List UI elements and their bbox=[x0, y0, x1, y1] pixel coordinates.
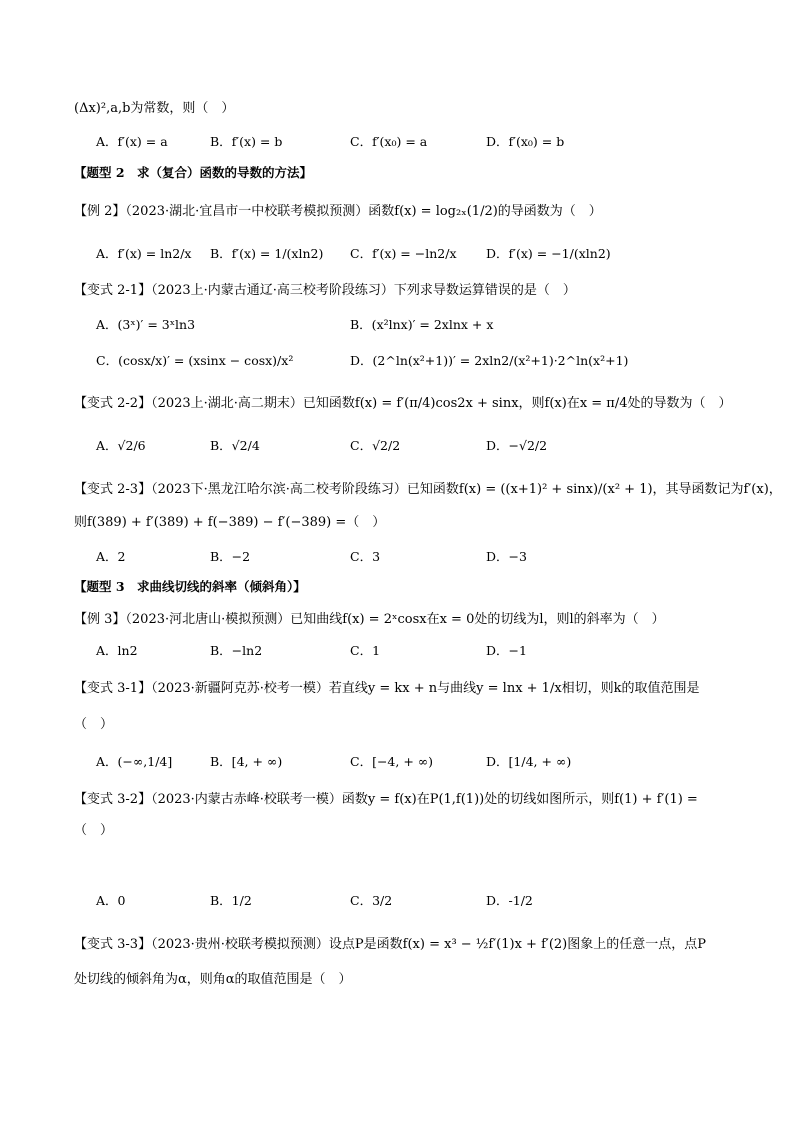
option-b: B．f′(x) = 1/(xln2) bbox=[210, 246, 324, 261]
option-b: B．1/2 bbox=[210, 893, 252, 908]
question-variant-3-2: 【变式 3-2】（2023·内蒙古赤峰·校联考一模）函数y = f(x)在P(1,f(1))处的切线如图所示，则f(1) + f′(1) = bbox=[74, 792, 698, 807]
option-c: C．1 bbox=[350, 643, 381, 658]
question-continuation: 则f(389) + f′(389) + f(−389) − f′(−389) =（ ） bbox=[74, 515, 386, 530]
option-c: C．√2/2 bbox=[350, 438, 401, 453]
option-b: B．−2 bbox=[210, 549, 251, 564]
option-d: D．(2^ln(x²+1))′ = 2xln2/(x²+1)·2^ln(x²+1) bbox=[350, 353, 629, 368]
option-a: A．f′(x) = ln2/x bbox=[96, 246, 192, 261]
question-example-2: 【例 2】（2023·湖北·宜昌市一中校联考模拟预测）函数f(x) = log₂ₓ(1/2)的导函数为（ ） bbox=[74, 204, 602, 219]
option-b: B．−ln2 bbox=[210, 643, 263, 658]
option-d: D．f′(x₀) = b bbox=[486, 134, 565, 149]
question-variant-2-1: 【变式 2-1】（2023上·内蒙古通辽·高三校考阶段练习）下列求导数运算错误的是（ ） bbox=[74, 283, 576, 298]
option-c: C．[−4, + ∞) bbox=[350, 754, 434, 769]
option-c: C．f′(x) = −ln2/x bbox=[350, 246, 457, 261]
question-continuation: （ ） bbox=[74, 717, 114, 732]
question-continuation: 处切线的倾斜角为α，则角α的取值范围是（ ） bbox=[74, 972, 352, 987]
question-example-3: 【例 3】（2023·河北唐山·模拟预测）已知曲线f(x) = 2ˣcosx在x = 0处的切线为l，则l的斜率为（ ） bbox=[74, 612, 665, 627]
option-a: A．2 bbox=[96, 549, 126, 564]
section-header: 【题型 3 求曲线切线的斜率（倾斜角）】 bbox=[74, 579, 306, 594]
option-a: A．ln2 bbox=[96, 643, 138, 658]
question-variant-2-2: 【变式 2-2】（2023上·湖北·高二期末）已知函数f(x) = f′(π/4)cos2x + sinx，则f(x)在x = π/4处的导数为（ ） bbox=[74, 396, 732, 411]
section-header: 【题型 2 求（复合）函数的导数的方法】 bbox=[74, 165, 313, 180]
question-variant-3-1: 【变式 3-1】（2023·新疆阿克苏·校考一模）若直线y = kx + n与曲线y = lnx + 1/x相切，则k的取值范围是 bbox=[74, 681, 700, 696]
option-b: B．(x²lnx)′ = 2xlnx + x bbox=[350, 317, 494, 332]
option-b: B．f′(x) = b bbox=[210, 134, 283, 149]
option-a: A．f′(x) = a bbox=[96, 134, 168, 149]
option-b: B．√2/4 bbox=[210, 438, 260, 453]
option-d: D．[1/4, + ∞) bbox=[486, 754, 572, 769]
option-a: A．√2/6 bbox=[96, 438, 146, 453]
option-d: D．-1/2 bbox=[486, 893, 533, 908]
option-d: D．−√2/2 bbox=[486, 438, 548, 453]
option-c: C．f′(x₀) = a bbox=[350, 134, 428, 149]
option-d: D．f′(x) = −1/(xln2) bbox=[486, 246, 611, 261]
option-a: A．(−∞,1/4] bbox=[96, 754, 173, 769]
option-c: C．(cosx/x)′ = (xsinx − cosx)/x² bbox=[96, 353, 294, 368]
option-d: D．−1 bbox=[486, 643, 527, 658]
option-c: C．3/2 bbox=[350, 893, 393, 908]
option-a: A．0 bbox=[96, 893, 126, 908]
option-c: C．3 bbox=[350, 549, 381, 564]
question-variant-2-3: 【变式 2-3】（2023下·黑龙江哈尔滨·高二校考阶段练习）已知函数f(x) = ((x+1)² + sinx)/(x² + 1)，其导函数记为f′(x)， bbox=[74, 482, 782, 497]
option-b: B．[4, + ∞) bbox=[210, 754, 283, 769]
option-d: D．−3 bbox=[486, 549, 527, 564]
question-continuation: （ ） bbox=[74, 823, 114, 838]
text-line: (Δx)²,a,b为常数，则（ ） bbox=[74, 101, 235, 116]
question-variant-3-3: 【变式 3-3】（2023·贵州·校联考模拟预测）设点P是函数f(x) = x³ − ½f′(1)x + f′(2)图象上的任意一点，点P bbox=[74, 937, 706, 952]
option-a: A．(3ˣ)′ = 3ˣln3 bbox=[96, 317, 196, 332]
